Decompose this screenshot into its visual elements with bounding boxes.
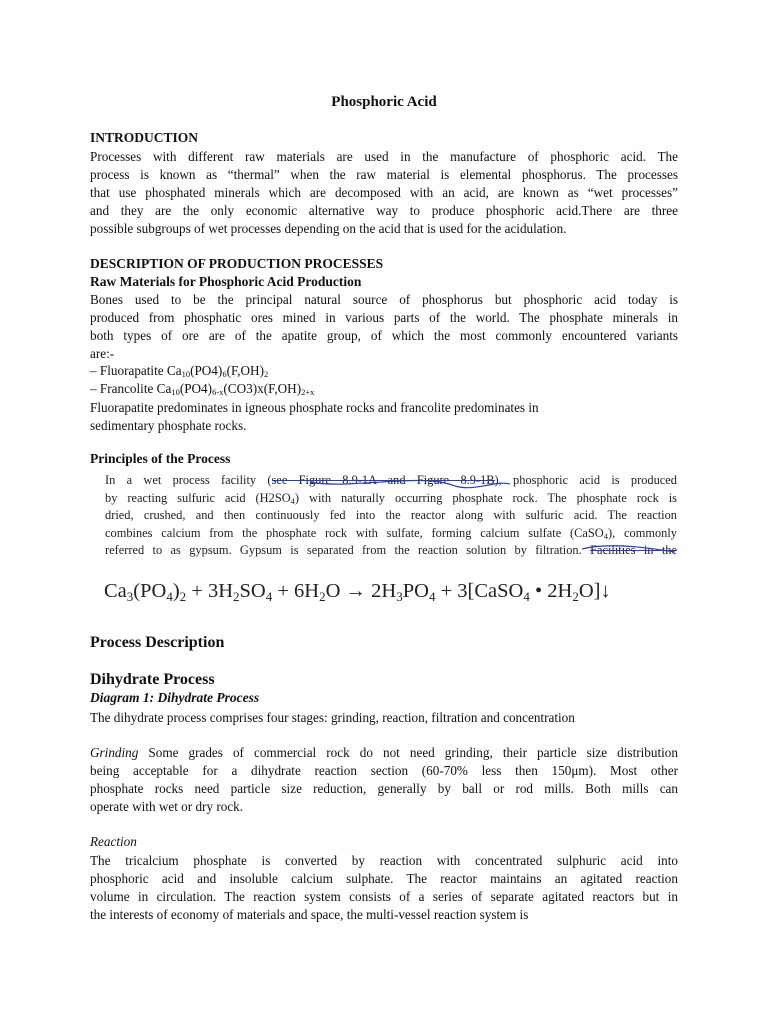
raw-materials-line: both types of ore are of the apatite group, of which the most commonly encountered variants — [90, 328, 678, 343]
struck-figure-reference: see Figure 8.9-1A and Figure 8.9-1B — [271, 473, 495, 487]
intro-line: and they are the only economic alternative way to produce phosphoric acid.There are three — [90, 203, 678, 218]
grinding-line: being acceptable for a dihydrate reaction section (60-70% less then 150μm). Most other — [90, 763, 678, 778]
intro-heading: INTRODUCTION — [90, 130, 199, 145]
page-title: Phosphoric Acid — [331, 94, 437, 110]
predominance-line: Fluorapatite predominates in igneous phosphate rocks and francolite predominates in — [90, 400, 539, 415]
raw-materials-paragraph — [90, 291, 678, 363]
grinding-label: Grinding — [90, 745, 139, 760]
reaction-equation: $Ca_3(PO_4)_2 + 3H_2SO_4 + 6H_2O \to 2H_3PO_4$ + 3[CaSO$_4$ • $2H_2O]↓$ — [104, 580, 611, 604]
reaction-line: the interests of economy of materials and space, the multi-vessel reaction system is — [90, 907, 529, 922]
stages-line: The dihydrate process comprises four stages: grinding, reaction, filtration and concentration — [90, 710, 575, 725]
grinding-line — [90, 744, 678, 762]
reaction-paragraph — [90, 852, 678, 924]
stages-paragraph — [90, 709, 678, 727]
francolite-formula: – Francolite $Ca_{10}(PO4)_{6-x}(CO3)x(F,OH)_{2+x}$ — [90, 381, 315, 397]
scan-text: referred to as gypsum. Gypsum is separated from the reaction solution by filtration. — [105, 543, 591, 557]
scanned-excerpt — [105, 472, 677, 560]
scan-line: by reacting sulfuric acid $(H2SO_4)$ with naturally occurring phosphate rock. The phosphate rock is — [105, 490, 677, 506]
raw-materials-line: Bones used to be the principal natural source of phosphorus but phosphoric acid today is — [90, 292, 678, 307]
raw-materials-heading: Raw Materials for Phosphoric Acid Production — [90, 274, 362, 289]
intro-paragraph — [90, 148, 678, 238]
scan-line: dried, crushed, and then continuously fed into the reactor along with sulfuric acid. The reaction — [105, 508, 677, 522]
scan-line — [105, 472, 677, 490]
production-heading: DESCRIPTION OF PRODUCTION PROCESSES — [90, 256, 384, 271]
scan-line: combines calcium from the phosphate rock with sulfate, forming calcium sulfate (CaSO$_4$), commonly — [105, 525, 677, 541]
scan-text: ), phosphoric acid is produced — [494, 473, 677, 487]
grinding-text: Some grades of commercial rock do not need grinding, their particle size distribution — [138, 745, 678, 760]
dihydrate-heading: Dihydrate Process — [90, 671, 215, 688]
grinding-paragraph — [90, 744, 678, 816]
fluorapatite-formula: – Fluorapatite $Ca_{10}(PO4)_6(F,OH)_2$ — [90, 363, 269, 379]
predominance-line: sedimentary phosphate rocks. — [90, 418, 247, 433]
raw-materials-line: are:- — [90, 346, 115, 361]
reaction-line: phosphoric acid and insoluble calcium sulphate. The reactor maintains an agitated reaction — [90, 871, 678, 886]
reaction-line: The tricalcium phosphate is converted by reaction with concentrated sulphuric acid into — [90, 853, 678, 868]
intro-line: process is known as “thermal” when the raw material is elemental phosphorus. The processes — [90, 167, 678, 182]
grinding-line: phosphate rocks need particle size reduction, generally by ball or rod mills. Both mills can — [90, 781, 678, 796]
intro-line: possible subgroups of wet processes depending on the acid that is used for the acidulation. — [90, 221, 567, 236]
process-description-heading: Process Description — [90, 634, 225, 651]
raw-materials-line: produced from phosphatic ores mined in various parts of the world. The phosphate minerals in — [90, 310, 678, 325]
principles-heading: Principles of the Process — [90, 451, 231, 466]
scan-text: In a wet process facility ( — [105, 473, 272, 487]
reaction-label: Reaction — [90, 834, 137, 849]
grinding-line: operate with wet or dry rock. — [90, 799, 244, 814]
intro-line: Processes with different raw materials are used in the manufacture of phosphoric acid. The — [90, 149, 678, 164]
scan-line — [105, 542, 677, 560]
diagram-caption: Diagram 1: Dihydrate Process — [90, 690, 260, 705]
reaction-label-block — [90, 833, 678, 851]
reaction-line: volume in circulation. The reaction system consists of a series of separate agitated reactors but in — [90, 889, 678, 904]
predominance-paragraph — [90, 399, 678, 435]
intro-line: that use phosphated minerals which are decomposed with an acid, are known as “wet processes” — [90, 185, 678, 200]
struck-facilities-text: Facilities in the — [590, 543, 677, 557]
